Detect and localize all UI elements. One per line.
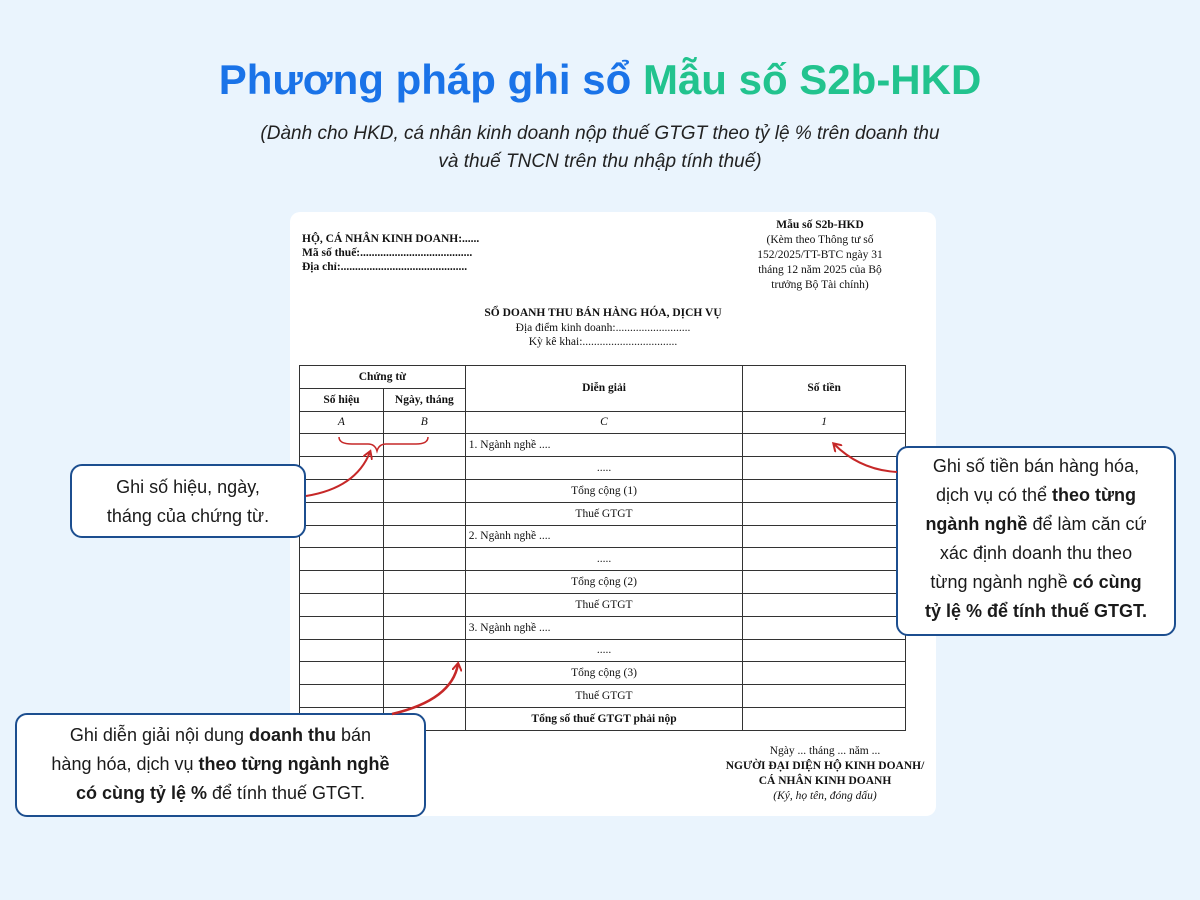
table-row (300, 593, 906, 616)
signature-date: Ngày ... tháng ... năm ... (769, 745, 881, 757)
cell-description: Tổng số thuế GTGT phải nộp (465, 707, 743, 730)
cell-description: 3. Ngành nghề .... (465, 616, 743, 639)
cell-description: Tổng cộng (2) (465, 571, 743, 594)
header-voucher: Chứng từ (300, 366, 466, 389)
callout-amount-line (898, 597, 1174, 626)
table-row (300, 479, 906, 502)
cell-amount (743, 502, 906, 525)
cell-voucher-number (300, 434, 384, 457)
column-code: A (300, 411, 384, 434)
callout-amount-line (898, 510, 1174, 539)
cell-description: Tổng cộng (3) (465, 662, 743, 685)
table-row (300, 548, 906, 571)
signature-role-2: CÁ NHÂN KINH DOANH (758, 775, 892, 787)
form-code-line: 152/2025/TT-BTC ngày 31 (757, 249, 883, 261)
callout-amount (896, 446, 1176, 636)
cell-voucher-date (383, 616, 465, 639)
cell-amount (743, 457, 906, 480)
cell-voucher-date (383, 502, 465, 525)
form-code-line: tháng 12 năm 2025 của Bộ (758, 264, 882, 276)
cell-voucher-date (383, 662, 465, 685)
callout-text: hàng hóa, dịch vụ (51, 754, 199, 774)
form-code-block (730, 218, 910, 293)
cell-amount (743, 479, 906, 502)
cell-voucher-number (300, 502, 384, 525)
tax-code: Mã số thuế:....................................... (302, 247, 473, 259)
table-row (300, 434, 906, 457)
callout-description-line (17, 750, 424, 779)
title-part-green: Mẫu số S2b-HKD (642, 56, 982, 103)
cell-voucher-number (300, 548, 384, 571)
cell-voucher-number (300, 457, 384, 480)
cell-amount (743, 662, 906, 685)
cell-description: ..... (465, 639, 743, 662)
cell-description: ..... (465, 548, 743, 571)
cell-description: ..... (465, 457, 743, 480)
business-name: HỘ, CÁ NHÂN KINH DOANH:...... (302, 233, 480, 245)
signature-block (700, 744, 950, 804)
cell-description: Thuế GTGT (465, 502, 743, 525)
table-row (300, 685, 906, 708)
callout-bold-text: doanh thu (249, 725, 337, 745)
form-code-line: trưởng Bộ Tài chính) (771, 279, 869, 291)
subtitle-line-1: (Dành cho HKD, cá nhân kinh doanh nộp thuế GTGT theo tỷ lệ % trên doanh thu (260, 123, 940, 144)
header-voucher-number: Số hiệu (300, 388, 384, 411)
callout-voucher-line: Ghi số hiệu, ngày, (116, 477, 260, 497)
callout-amount-line (898, 481, 1174, 510)
form-code-title: Mẫu số S2b-HKD (776, 219, 864, 231)
cell-voucher-number (300, 639, 384, 662)
cell-description: 2. Ngành nghề .... (465, 525, 743, 548)
column-code: B (383, 411, 465, 434)
callout-description-line (17, 779, 424, 808)
cell-voucher-date (383, 639, 465, 662)
cell-description: 1. Ngành nghề .... (465, 434, 743, 457)
cell-voucher-date (383, 434, 465, 457)
book-heading (290, 306, 916, 350)
callout-bold-text: có cùng tỷ lệ % (75, 783, 207, 803)
callout-text: dịch vụ có thể (935, 485, 1053, 505)
cell-voucher-date (383, 685, 465, 708)
cell-amount (743, 571, 906, 594)
cell-voucher-number (300, 662, 384, 685)
cell-amount (743, 685, 906, 708)
book-title: SỔ DOANH THU BÁN HÀNG HÓA, DỊCH VỤ (484, 307, 722, 319)
cell-amount (743, 525, 906, 548)
cell-amount (743, 593, 906, 616)
title-part-blue: Phương pháp ghi sổ (218, 56, 632, 103)
column-code: 1 (743, 411, 906, 434)
table-row (300, 639, 906, 662)
table-row (300, 457, 906, 480)
form-code-line: (Kèm theo Thông tư số (766, 234, 874, 246)
cell-amount (743, 548, 906, 571)
page-title (0, 56, 1200, 104)
cell-voucher-date (383, 479, 465, 502)
callout-bold-text: theo từng ngành nghề (198, 754, 390, 774)
table-row (300, 571, 906, 594)
signature-note: (Ký, họ tên, đóng dấu) (773, 790, 877, 802)
cell-voucher-date (383, 525, 465, 548)
cell-amount (743, 707, 906, 730)
cell-amount (743, 639, 906, 662)
callout-text: để tính thuế GTGT. (206, 783, 366, 803)
callout-bold-text: ngành nghề (925, 514, 1028, 534)
callout-voucher-line: tháng của chứng từ. (106, 506, 270, 526)
cell-voucher-date (383, 571, 465, 594)
subtitle-line-2: và thuế TNCN trên thu nhập tính thuế) (438, 151, 762, 172)
cell-voucher-number (300, 525, 384, 548)
cell-voucher-number (300, 479, 384, 502)
column-code-row (300, 411, 906, 434)
cell-voucher-number (300, 616, 384, 639)
callout-amount-line (898, 568, 1174, 597)
header-description: Diễn giải (465, 366, 743, 412)
cell-amount (743, 434, 906, 457)
cell-description: Tổng cộng (1) (465, 479, 743, 502)
declaration-period: Kỳ kê khai:................................. (528, 336, 678, 348)
callout-description (15, 713, 426, 817)
table-row (300, 662, 906, 685)
cell-voucher-date (383, 593, 465, 616)
cell-voucher-number (300, 571, 384, 594)
business-info (302, 232, 479, 274)
cell-voucher-number (300, 685, 384, 708)
cell-voucher-date (383, 548, 465, 571)
callout-amount-line: xác định doanh thu theo (939, 543, 1133, 563)
business-location: Địa điểm kinh doanh:.......................... (515, 321, 691, 334)
cell-voucher-number (300, 593, 384, 616)
callout-description-line (17, 721, 424, 750)
table-row (300, 502, 906, 525)
table-row (300, 616, 906, 639)
table-row (300, 525, 906, 548)
signature-role-1: NGƯỜI ĐẠI DIỆN HỘ KINH DOANH/ (725, 760, 925, 772)
callout-bold-text: tỷ lệ % để tính thuế GTGT. (924, 601, 1147, 621)
business-address: Địa chỉ:............................................ (302, 261, 468, 273)
callout-voucher (70, 464, 306, 538)
callout-text: bán (336, 725, 372, 745)
cell-description: Thuế GTGT (465, 593, 743, 616)
cell-description: Thuế GTGT (465, 685, 743, 708)
header-amount: Số tiền (743, 366, 906, 412)
header-voucher-date: Ngày, tháng (383, 388, 465, 411)
revenue-ledger-table (299, 365, 906, 731)
callout-text: Ghi diễn giải nội dung (69, 725, 250, 745)
callout-bold-text: có cùng (1072, 572, 1142, 592)
callout-text: để làm căn cứ (1027, 514, 1147, 534)
callout-text: từng ngành nghề (930, 572, 1073, 592)
ledger-rows (300, 434, 906, 730)
callout-bold-text: theo từng (1052, 485, 1137, 505)
cell-amount (743, 616, 906, 639)
callout-amount-line: Ghi số tiền bán hàng hóa, (932, 456, 1140, 476)
column-code: C (465, 411, 743, 434)
page-subtitle (0, 120, 1200, 176)
cell-voucher-date (383, 457, 465, 480)
